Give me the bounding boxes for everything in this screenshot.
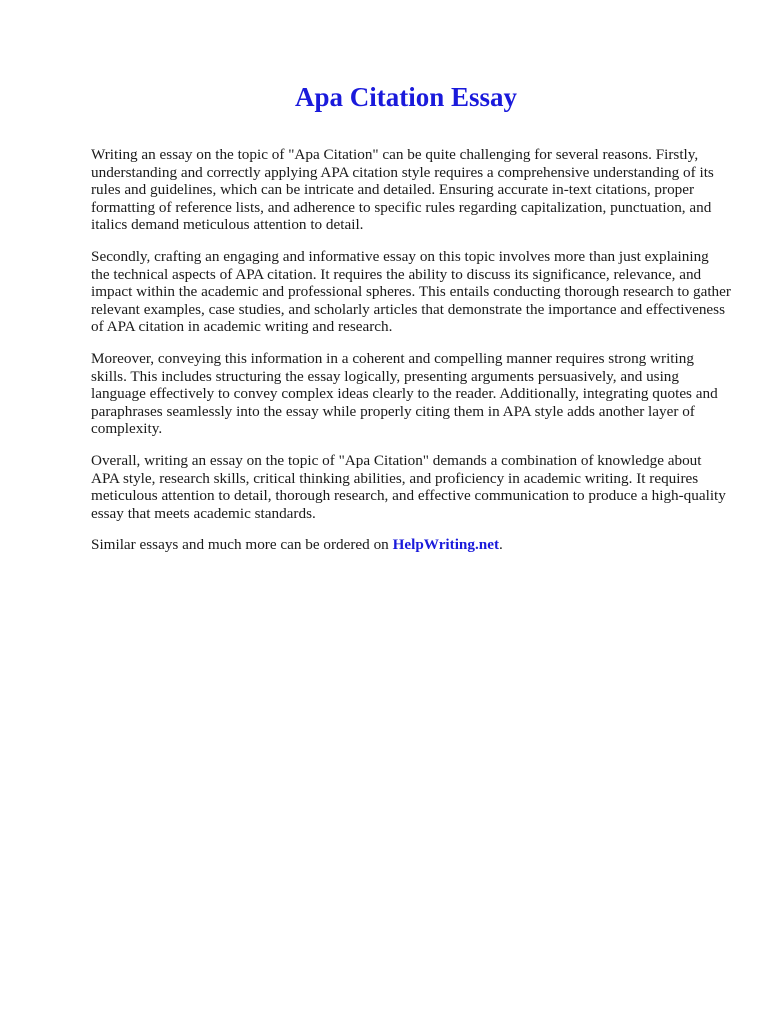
essay-body xyxy=(91,146,731,568)
paragraph-4: Overall, writing an essay on the topic of "Apa Citation" demands a combination of knowledge about APA style, research skills, critical thinking abilities, and proficiency in academic writing. It requires meticulous attention to detail, thorough research, and effective communication to produce a high-quality essay that meets academic standards. xyxy=(91,451,726,522)
footer-suffix: . xyxy=(499,536,503,554)
paragraph-3: Moreover, conveying this information in a coherent and compelling manner requires strong writing skills. This includes structuring the essay logically, presenting arguments persuasively, and using language effectively to convey complex ideas clearly to the reader. Additionally, integrating quotes and paraphrases seamlessly into the essay while properly citing them in APA style adds another layer of complexity. xyxy=(91,349,718,438)
paragraph-1: Writing an essay on the topic of "Apa Citation" can be quite challenging for several reasons. Firstly, understanding and correctly applying APA citation style requires a comprehensive understanding of its rules and guidelines, which can be intricate and detailed. Ensuring accurate in-text citations, proper formatting of reference lists, and adherence to specific rules regarding capitalization, punctuation, and italics demand meticulous attention to detail. xyxy=(91,146,714,234)
footer-line xyxy=(91,536,731,554)
helpwriting-link[interactable]: HelpWriting.net xyxy=(392,536,500,554)
page-title: Apa Citation Essay xyxy=(294,82,518,112)
paragraph-2: Secondly, crafting an engaging and informative essay on this topic involves more than just explaining the technical aspects of APA citation. It requires the ability to discuss its significance, relevance, and impact within the academic and professional spheres. This entails conducting thorough research to gather relevant examples, case studies, and scholarly articles that demonstrate the importance and effectiveness of APA citation in academic writing and research. xyxy=(91,247,731,336)
footer-prefix: Similar essays and much more can be ordered on xyxy=(91,536,393,554)
